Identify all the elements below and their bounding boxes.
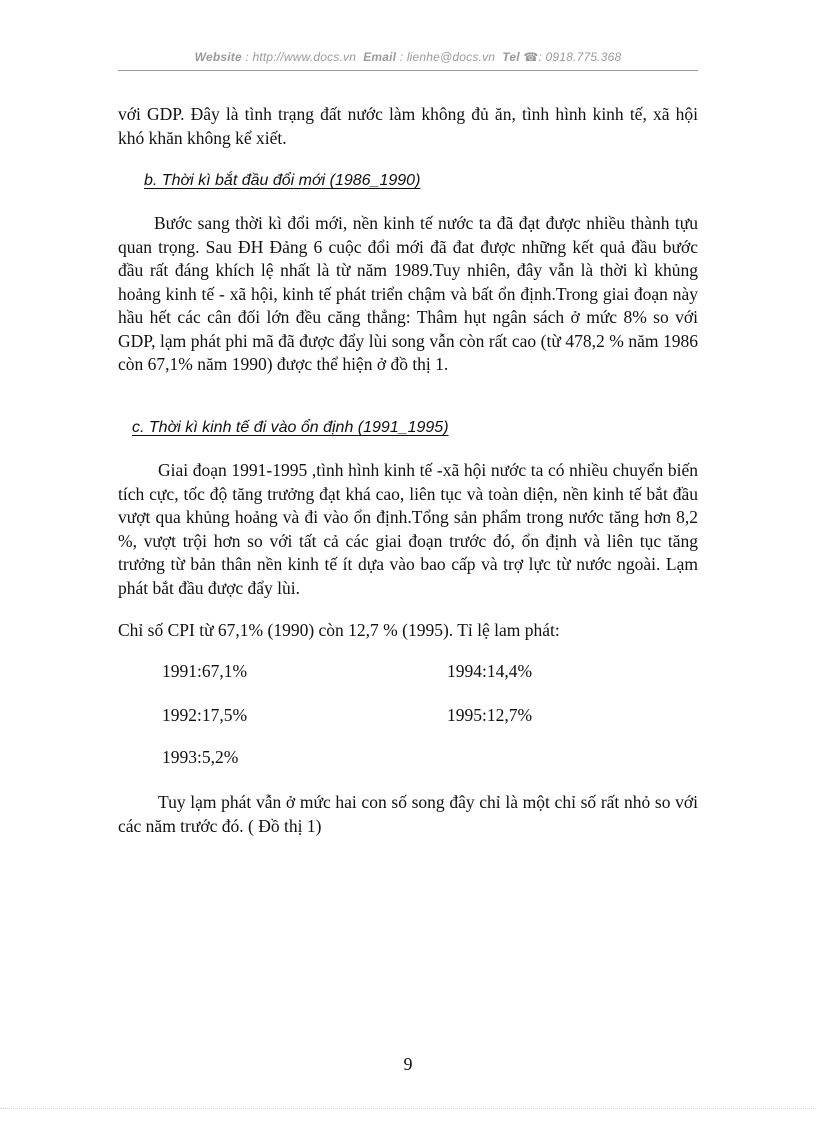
rate-1995: 1995:12,7% (447, 705, 533, 725)
section-c-paragraph: Giai đoạn 1991-1995 ,tình hình kinh tế -xã hội nước ta có nhiều chuyển biến tích cực, tốc độ tăng trưởng đạt khá cao, liên tục và toàn diện, nền kinh tế bắt đầu vượt qua khủng hoảng và đi vào ổn định.Tổng sản phẩm trong nước tăng hơn 8,2 %, vượt trội hơn so với tất cả các giai đoạn trước đó, ổn định và liên tục tăng trưởng từ bản thân nền kinh tế ít dựa vào bao cấp và trợ lực từ nước ngoài. Lạm phát bắt đầu được đẩy lùi. (118, 460, 698, 598)
phone-icon: ☎ (523, 50, 539, 64)
website-value: : http://www.docs.vn (245, 50, 357, 64)
email-value: : lienhe@docs.vn (399, 50, 496, 64)
header-divider (118, 70, 698, 71)
closing-paragraph: Tuy lạm phát vẫn ở mức hai con số song đây chỉ là một chỉ số rất nhỏ so với các năm trước đó. ( Đồ thị 1) (118, 792, 698, 836)
email-label: Email (363, 50, 397, 64)
rate-1994: 1994:14,4% (447, 661, 533, 681)
rate-1992: 1992:17,5% (162, 705, 248, 725)
tel-value: : 0918.775.368 (538, 50, 622, 64)
page-bottom-border (0, 1108, 816, 1109)
intro-paragraph: với GDP. Đây là tình trạng đất nước làm không đủ ăn, tình hình kinh tế, xã hội khó khăn không kể xiết. (118, 104, 698, 148)
rate-1991: 1991:67,1% (162, 661, 248, 681)
section-heading-c: c. Thời kì kinh tế đi vào ổn định (1991_1995) (132, 419, 449, 436)
page-header (118, 50, 698, 64)
page-number: 9 (403, 1054, 413, 1074)
tel-label: Tel (502, 50, 520, 64)
section-heading-b: b. Thời kì bắt đầu đổi mới (1986_1990) (144, 172, 421, 189)
section-b-paragraph: Bước sang thời kì đổi mới, nền kinh tế nước ta đã đạt được nhiều thành tựu quan trọng. Sau ĐH Đảng 6 cuộc đổi mới đã đat được những kết quả đầu bước đầu rất đáng khích lệ nhất là từ năm 1989.Tuy nhiên, đây vẫn là thời kì khủng hoảng kinh tế - xã hội, kinh tế phát triển chậm và bất ổn định.Trong giai đoạn này hầu hết các cân đối lớn đều căng thẳng: Thâm hụt ngân sách ở mức 8% so với GDP, lạm phát phi mã đã được đẩy lùi song vẫn còn rất cao (từ 478,2 % năm 1986 còn 67,1% năm 1990) được thể hiện ở đồ thị 1. (118, 213, 698, 374)
rate-1993: 1993:5,2% (162, 747, 239, 767)
website-label: Website (194, 50, 242, 64)
cpi-statement: Chỉ số CPI từ 67,1% (1990) còn 12,7 % (1995). Tỉ lệ lam phát: (118, 620, 560, 640)
